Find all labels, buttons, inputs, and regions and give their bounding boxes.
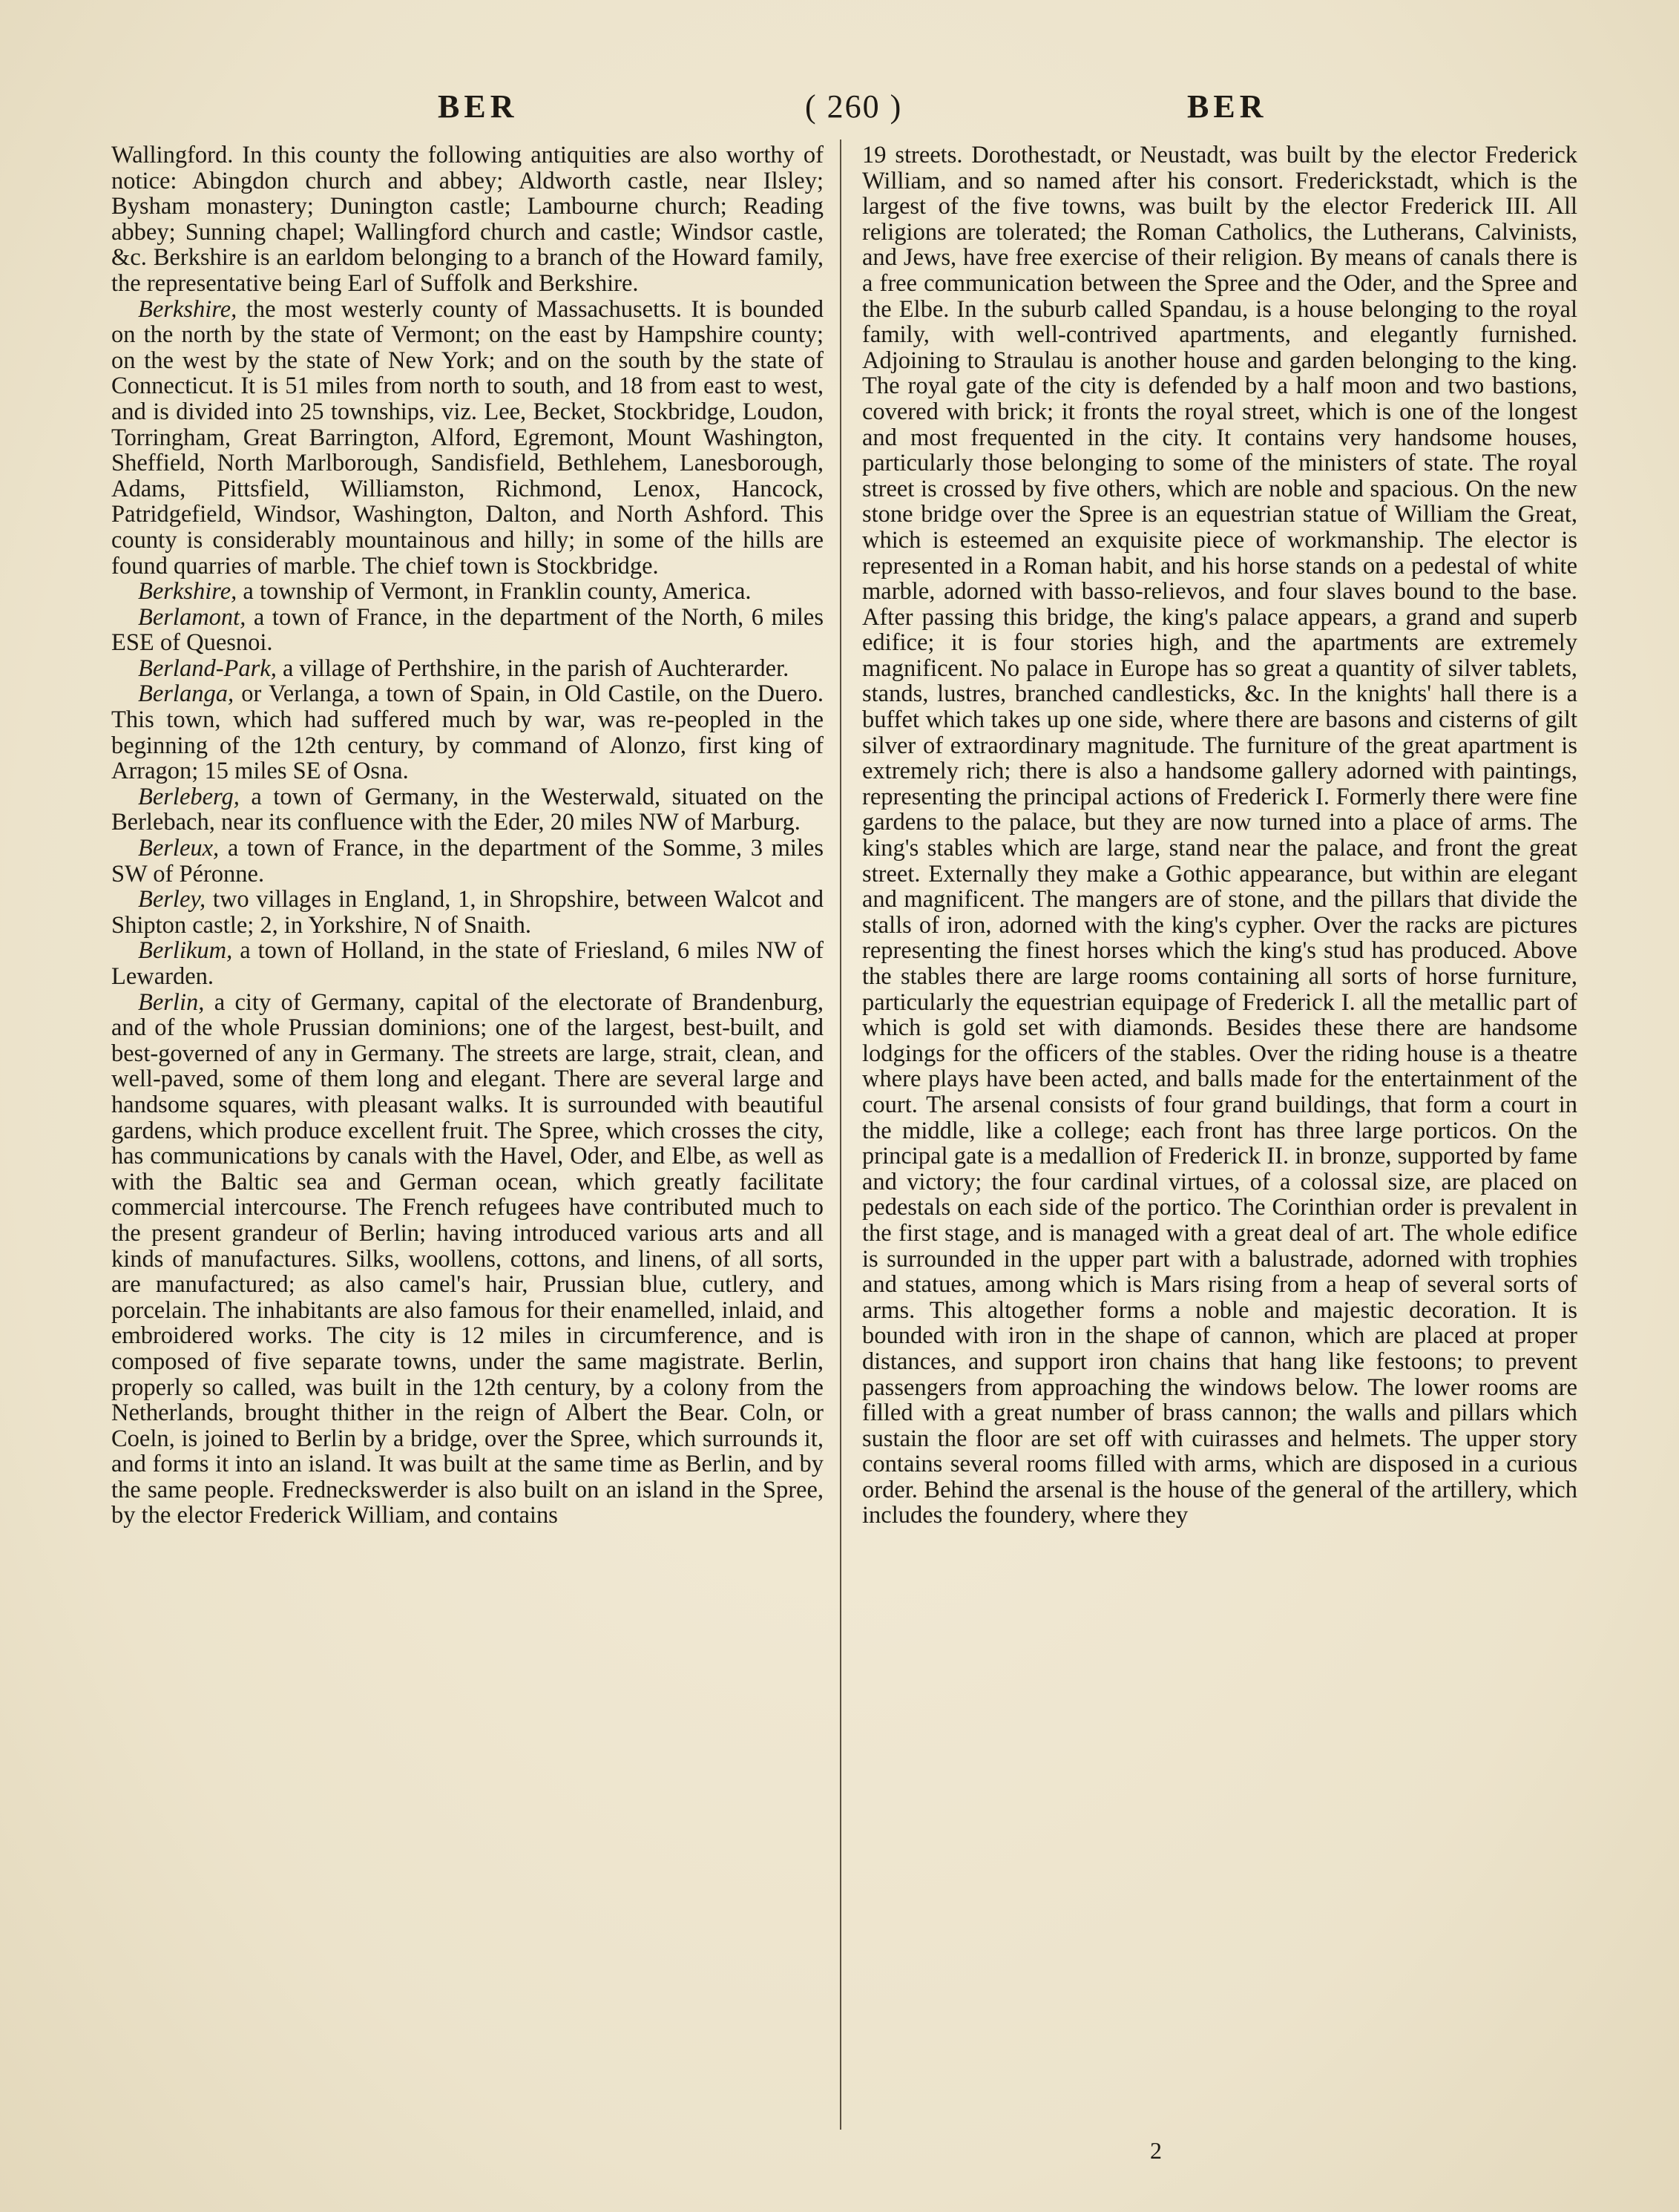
gazetteer-entry [111,297,824,580]
entry-headword: Berlin, [138,988,205,1016]
gazetteer-entry [111,836,824,887]
entry-headword: Berland-Park, [138,654,277,682]
left-column [111,142,824,2139]
entry-headword: Berlamont, [138,603,246,631]
entry-text: Wallingford. In this county the following antiquities are also worthy of notice: Abingdon church and abbey; Aldworth castle, near Ilsley; Bysham monastery; Dunington castle; Lambourne church; Reading abbey; Sunning chapel; Wallingford church and castle; Windsor castle, &c. Berkshire is an earldom belonging to a branch of the Howard family, the representative being Earl of Suffolk and Berkshire. [111,142,824,297]
entry-text: a town of Holland, in the state of Friesland, 6 miles NW of Lewarden. [111,937,824,990]
continued-paragraph [862,142,1577,1529]
entry-text: or Verlanga, a town of Spain, in Old Castile, on the Duero. This town, which had suffered much by war, was re-peopled in the beginning of the 12th century, by command of Alonzo, first king of Arragon; 15 miles SE of Osna. [111,680,824,785]
gazetteer-entry [111,605,824,656]
entry-headword: Berkshire, [138,295,237,323]
entry-text: 19 streets. Dorothestadt, or Neustadt, was built by the elector Frederick William, and so named after his consort. Frederickstadt, which is the largest of the five towns, was built by the elector Frederick III. All religions are tolerated; the Roman Catholics, the Lutherans, Calvinists, and Jews, have free exercise of their religion. By means of canals there is a free communication between the Spree and the Oder, and the Spree and the Elbe. In the suburb called Spandau, is a house belonging to the royal family, with well-contrived apartments, and elegantly furnished. Adjoining to Straulau is another house and garden belonging to the king. The royal gate of the city is defended by a half moon and two bastions, covered with brick; it fronts the royal street, which is one of the longest and most frequented in the city. It contains very handsome houses, particularly those belonging to some of the ministers of state. The royal street is crossed by five others, which are noble and spacious. On the new stone bridge over the Spree is an equestrian statue of William the Great, which is esteemed an exquisite piece of workmanship. The elector is represented in a Roman habit, and his horse stands on a pedestal of white marble, adorned with basso-relievos, and four slaves bound to the base. After passing this bridge, the king's palace appears, a grand and superb edifice; it is four stories high, and the apartments are extremely magnificent. No palace in Europe has so great a quantity of silver tablets, stands, lustres, branched candlesticks, &c. In the knights' hall there is a buffet which takes up one side, where there are basons and cisterns of gilt silver of extraordinary magnitude. The furniture of the great apartment is extremely rich; there is also a handsome gallery adorned with paintings, representing the principal actions of Frederick I. Formerly there were fine gardens to the palace, but they are now turned into a place of arms. The king's stables which are large, stand near the palace, and front the great street. Externally they make a Gothic appearance, but within are elegant and magnificent. The mangers are of stone, and the pillars that divide the stalls of iron, adorned with the king's cypher. Over the racks are pictures representing the finest horses which the king's stud has produced. Above the stables there are large rooms containing all sorts of horse furniture, particularly the equestrian equipage of Frederick I. all the metallic part of which is gold set with diamonds. Besides these there are handsome lodgings for the officers of the stables. Over the riding house is a theatre where plays have been acted, and balls made for the entertainment of the court. The arsenal consists of four grand buildings, that form a court in the middle, like a college; each front has three large porticos. On the principal gate is a medallion of Frederick II. in bronze, supported by fame and victory; the four cardinal virtues, of a colossal size, are placed on pedestals on each side of the portico. The Corinthian order is prevalent in the first stage, and is managed with a great deal of art. The whole edifice is surrounded in the upper part with a balustrade, adorned with trophies and statues, among which is Mars rising from a heap of several sorts of arms. This altogether forms a noble and majestic decoration. It is bounded with iron in the shape of cannon, which are placed at proper distances, and support iron chains that hang like festoons; to prevent passengers from approaching the windows below. The lower rooms are filled with a great number of brass cannon; the walls and pillars which sustain the floor are set off with cuirasses and helmets. The upper story contains several rooms filled with arms, which are disposed in a curious order. Behind the arsenal is the house of the general of the artillery, which includes the foundery, where they [862,142,1577,1529]
gazetteer-entry [111,990,824,1529]
gazetteer-entry [111,887,824,938]
gazetteer-entry [111,681,824,784]
entry-text: two villages in England, 1, in Shropshire, between Walcot and Shipton castle; 2, in Yorkshire, N of Snaith. [111,886,824,939]
entry-text: the most westerly county of Massachusetts. It is bounded on the north by the state of Vermont; on the east by Hampshire county; on the west by the state of New York; and on the south by the state of Connecticut. It is 51 miles from north to south, and 18 from east to west, and is divided into 25 townships, viz. Lee, Becket, Stockbridge, Loudon, Torringham, Great Barrington, Alford, Egremont, Mount Washington, Sheffield, North Marlborough, Sandisfield, Bethlehem, Lanesborough, Adams, Pittsfield, Williamston, Richmond, Lenox, Hancock, Patridgefield, Windsor, Washington, Dalton, and North Ashford. This county is considerably mountainous and hilly; in some of the hills are found quarries of marble. The chief town is Stockbridge. [111,295,824,580]
column-divider [840,140,841,2130]
entry-text: a city of Germany, capital of the electorate of Brandenburg, and of the whole Prussian dominions; one of the largest, best-built, and best-governed of any in Germany. The streets are large, strait, clean, and well-paved, some of them long and elegant. There are several large and handsome squares, with pleasant walks. It is surrounded with beautiful gardens, which produce excellent fruit. The Spree, which crosses the city, has communications by canals with the Havel, Oder, and Elbe, as well as with the Baltic sea and German ocean, which greatly facilitate commercial intercourse. The French refugees have contributed much to the present grandeur of Berlin; having introduced various arts and all kinds of manufactures. Silks, woollens, cottons, and linens, of all sorts, are manufactured; as also camel's hair, Prussian blue, cutlery, and porcelain. The inhabitants are also famous for their enamelled, inlaid, and embroidered works. The city is 12 miles in circumference, and is composed of five separate towns, under the same magistrate. Berlin, properly so called, was built in the 12th century, by a colony from the Netherlands, brought thither in the reign of Albert the Bear. Coln, or Coeln, is joined to Berlin by a bridge, over the Spree, which surrounds it, and forms it into an island. It was built at the same time as Berlin, and by the same people. Fredneckswerder is also built on an island in the Spree, by the elector Frederick William, and contains [111,988,824,1529]
gazetteer-entry [111,579,824,605]
right-column [862,142,1577,2139]
gazetteer-entry [111,656,824,682]
entry-text: a village of Perthshire, in the parish of Auchterarder. [276,654,789,682]
signature-mark: 2 [1150,2137,1162,2164]
entry-text: a town of Germany, in the Westerwald, situated on the Berlebach, near its confluence with the Eder, 20 miles NW of Marburg. [111,783,824,836]
entry-headword: Berley, [138,886,206,913]
entry-text: a township of Vermont, in Franklin county, America. [237,578,752,605]
entry-headword: Berkshire, [138,578,237,605]
header-left-guideword: BER [438,88,519,125]
continued-paragraph [111,142,824,297]
entry-headword: Berlikum, [138,937,233,965]
running-header [0,88,1679,132]
entry-text: a town of France, in the department of the Somme, 3 miles SW of Péronne. [111,835,824,887]
page-number: ( 260 ) [805,88,903,125]
entry-headword: Berleberg, [138,783,240,810]
entry-text: a town of France, in the department of the North, 6 miles ESE of Quesnoi. [111,603,824,657]
gazetteer-entry [111,784,824,836]
header-right-guideword: BER [1187,88,1268,125]
gazetteer-entry [111,938,824,989]
entry-headword: Berleux, [138,835,220,862]
entry-headword: Berlanga, [138,680,234,708]
